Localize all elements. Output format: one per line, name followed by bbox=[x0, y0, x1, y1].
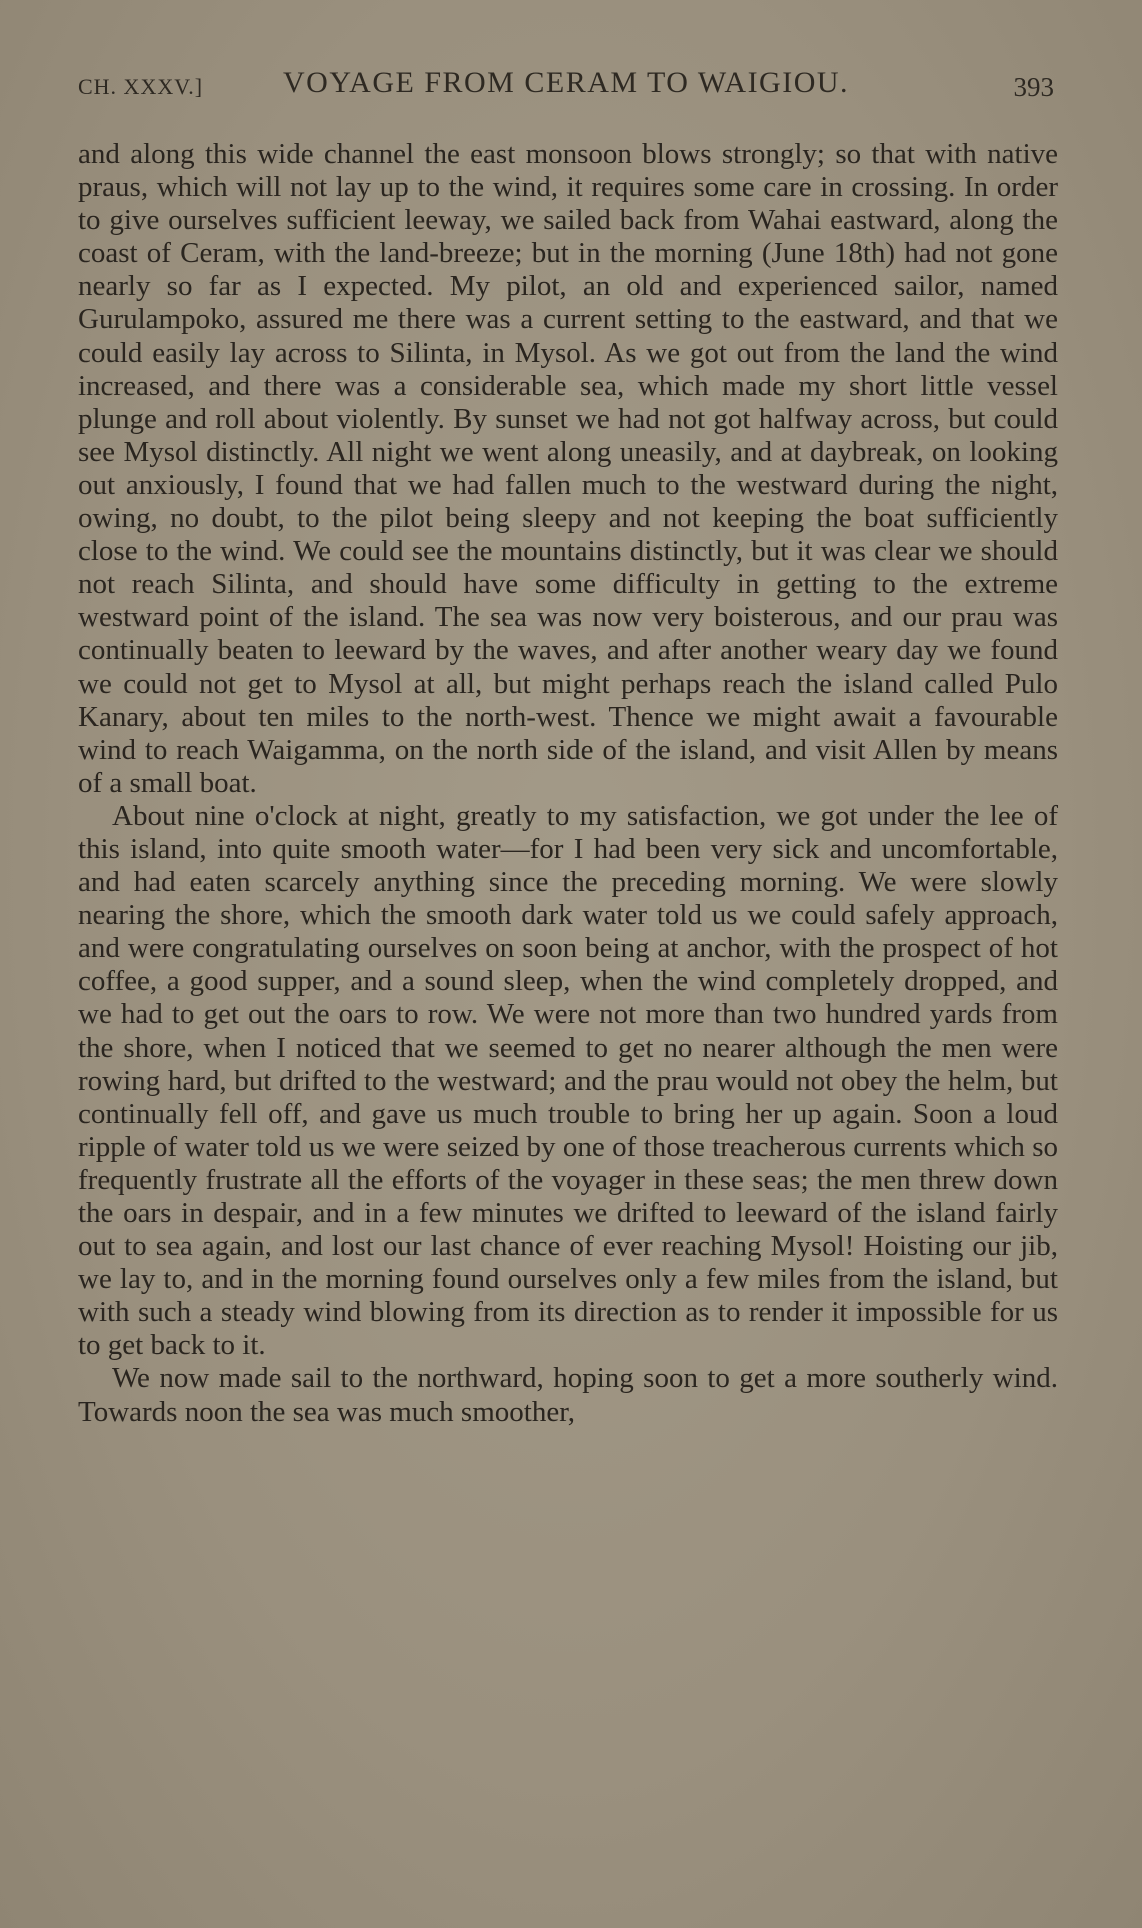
chapter-marker: CH. XXXV.] bbox=[78, 74, 204, 99]
body-text bbox=[78, 138, 1058, 1429]
page-header bbox=[78, 62, 1058, 106]
page-number: 393 bbox=[1013, 72, 1054, 102]
paragraph: About nine o'clock at night, greatly to my satisfaction, we got under the lee of this island, into quite smooth water—for I had been very sick and uncomfortable, and had eaten scarcely anything since the preceding morning. We were slowly nearing the shore, which the smooth dark water told us we could safely approach, and were congratulating ourselves on soon being at anchor, with the prospect of hot coffee, a good supper, and a sound sleep, when the wind completely dropped, and we had to get out the oars to row. We were not more than two hundred yards from the shore, when I noticed that we seemed to get no nearer although the men were rowing hard, but drifted to the westward; and the prau would not obey the helm, but continually fell off, and gave us much trouble to bring her up again. Soon a loud ripple of water told us we were seized by one of those treacherous currents which so frequently frustrate all the efforts of the voyager in these seas; the men threw down the oars in despair, and in a few minutes we drifted to leeward of the island fairly out to sea again, and lost our last chance of ever reaching Mysol! Hoisting our jib, we lay to, and in the morning found ourselves only a few miles from the island, but with such a steady wind blowing from its direction as to render it impossible for us to get back to it. bbox=[78, 799, 1058, 1362]
paragraph: We now made sail to the northward, hoping soon to get a more southerly wind. Towards noon the sea was much smoother, bbox=[78, 1362, 1058, 1428]
paragraph: and along this wide channel the east monsoon blows strongly; so that with native praus, which will not lay up to the wind, it requires some care in crossing. In order to give ourselves sufficient leeway, we sailed back from Wahai eastward, along the coast of Ceram, with the land-breeze; but in the morning (June 18th) had not gone nearly so far as I expected. My pilot, an old and experienced sailor, named Gurulampoko, assured me there was a current setting to the eastward, and that we could easily lay across to Silinta, in Mysol. As we got out from the land the wind increased, and there was a considerable sea, which made my short little vessel plunge and roll about violently. By sunset we had not got halfway across, but could see Mysol distinctly. All night we went along uneasily, and at daybreak, on looking out anxiously, I found that we had fallen much to the westward during the night, owing, no doubt, to the pilot being sleepy and not keeping the boat sufficiently close to the wind. We could see the mountains distinctly, but it was clear we should not reach Silinta, and should have some difficulty in getting to the extreme westward point of the island. The sea was now very boisterous, and our prau was continually beaten to leeward by the waves, and after another weary day we found we could not get to Mysol at all, but might perhaps reach the island called Pulo Kanary, about ten miles to the north-west. Thence we might await a favourable wind to reach Waigamma, on the north side of the island, and visit Allen by means of a small boat. bbox=[78, 138, 1058, 799]
running-title: VOYAGE FROM CERAM TO WAIGIOU. bbox=[283, 66, 850, 99]
